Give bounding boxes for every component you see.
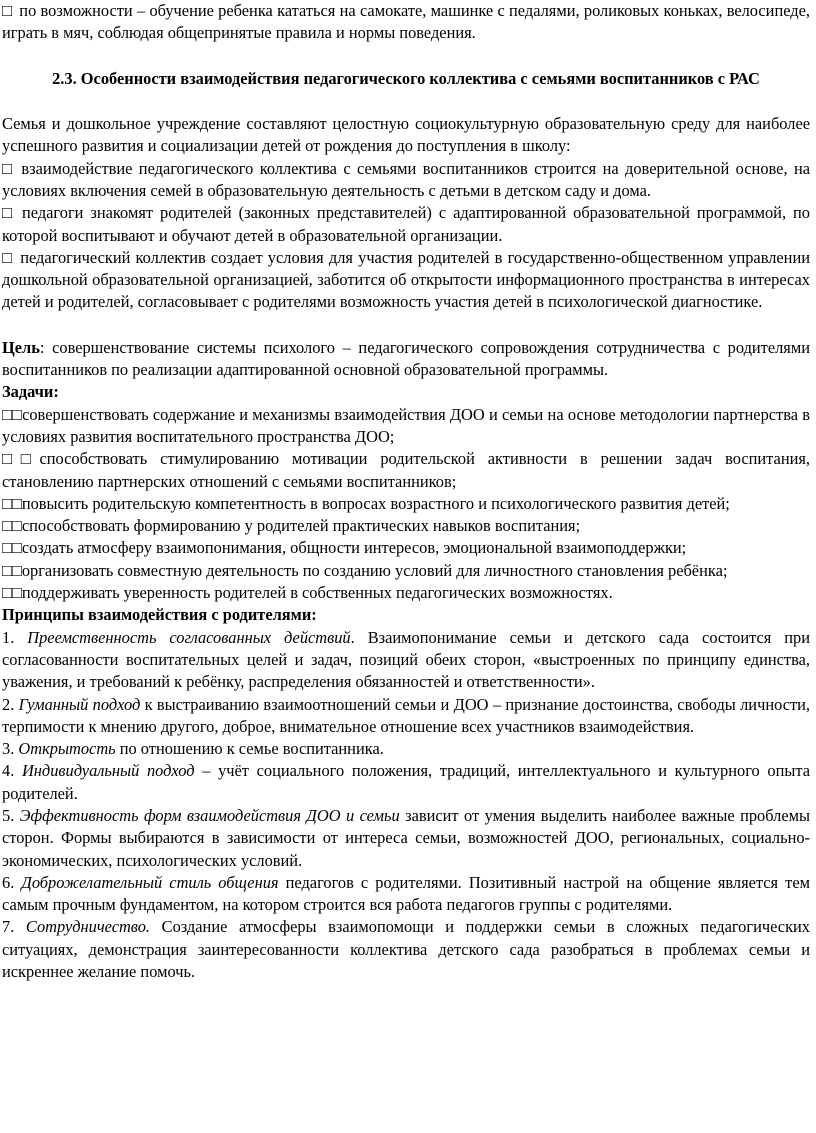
- intro-bullet: □ по возможности – обучение ребенка кататься на самокате, машинке с педалями, роликовых коньках, велосипеде, играть в мяч, соблюдая общепринятые правила и нормы поведения.: [2, 1, 810, 43]
- goal-label: Цель: [2, 337, 40, 357]
- task-item: □□организовать совместную деятельность по созданию условий для личностного становления ребёнка;: [2, 560, 728, 580]
- principle-item: 2. Гуманный подход к выстраиванию взаимоотношений семьи и ДОО – признание достоинства, свободы личности, терпимости к мнению другого, доброе, внимательное отношение всех участников взаимодействия.: [2, 694, 811, 736]
- principle-item: 5. Эффективность форм взаимодействия ДОО и семьи зависит от умения выделить наиболее важные проблемы сторон. Формы выбираются в зависимости от интереса семьи, возможностей ДОО, региональных, социально-экономических, психологических условий.: [2, 806, 811, 870]
- task-item: □□совершенствовать содержание и механизмы взаимодействия ДОО и семьи на основе методологии партнерства в условиях развития воспитательного пространства ДОО;: [2, 404, 810, 446]
- principle-term: Открытость: [18, 739, 116, 759]
- family-paragraph: Семья и дошкольное учреждение составляют целостную социокультурную образовательную среду для наиболее успешного развития и социализации детей от рождения до поступления в школу:: [2, 114, 810, 156]
- task-item: □□способствовать формированию у родителей практических навыков воспитания;: [2, 516, 581, 536]
- principle-item: 6. Доброжелательный стиль общения педагогов с родителями. Позитивный настрой на общение является тем самым прочным фундаментом, на котором строится вся работа педагогов группы с родителями.: [2, 872, 810, 915]
- bullet-icon: □: [2, 247, 12, 267]
- principle-item: 3. Открытость по отношению к семье воспитанника.: [2, 739, 384, 759]
- task-item: □□поддерживать уверенность родителей в собственных педагогических возможностях.: [2, 583, 613, 603]
- family-bullet: □ педагогический коллектив создает условия для участия родителей в государственно-общественном управлении дошкольной образовательной организацией, заботится об открытости информационного пространства в интересах детей и родителей, согласовывает с родителями возможность участия детей в психологической диагностике.: [2, 247, 810, 312]
- principle-term: Преемственность согласованных действий: [27, 627, 351, 647]
- principle-term: Эффективность форм взаимодействия ДОО и семьи: [19, 806, 400, 825]
- bullet-icon: □□: [2, 404, 23, 424]
- bullet-icon: □□: [2, 493, 22, 513]
- bullet-icon: □: [2, 158, 12, 178]
- principle-term: Гуманный подход: [18, 694, 141, 714]
- principle-item: 1. Преемственность согласованных действий. Взаимопонимание семьи и детского сада состоится при согласованности воспитательных целей и задач, позиций обеих сторон, «выстроенных по принципу единства, уважения, и требований к ребёнку, распределения обязанностей и ответственности».: [2, 627, 810, 692]
- bullet-icon: □□: [2, 449, 40, 469]
- principles-title: Принципы взаимодействия с родителями:: [2, 605, 317, 625]
- spacer: [2, 90, 810, 113]
- section-title: 2.3. Особенности взаимодействия педагогического коллектива с семьями воспитанников с РАС: [52, 68, 760, 88]
- family-bullet: □ педагоги знакомят родителей (законных представителей) с адаптированной образовательной программой, по которой воспитывают и обучают детей в образовательной организации.: [2, 203, 810, 245]
- principle-term: Индивидуальный подход: [21, 761, 195, 781]
- principle-item: 4. Индивидуальный подход – учёт социального положения, традиций, интеллектуального и культурного опыта родителей.: [2, 761, 810, 803]
- task-item: □□повысить родительскую компетентность в вопросах возрастного и психологического развития детей;: [2, 493, 730, 513]
- principle-term: Сотрудничество.: [25, 917, 151, 937]
- goal-text: : совершенствование системы психолого – педагогического сопровождения сотрудничества с родителями воспитанников по реализации адаптированной основной образовательной программы.: [2, 337, 810, 380]
- bullet-icon: □: [2, 1, 12, 20]
- task-item: □□способствовать стимулированию мотивации родительской активности в решении задач воспитания, становлению партнерских отношений с семьями воспитанников;: [2, 449, 810, 491]
- bullet-icon: □□: [2, 516, 22, 536]
- task-item: □□создать атмосферу взаимопонимания, общности интересов, эмоциональной взаимоподдержки;: [2, 538, 687, 558]
- spacer: [2, 314, 810, 337]
- bullet-icon: □□: [2, 583, 22, 603]
- spacer: [2, 45, 810, 68]
- principle-term: Доброжелательный стиль общения: [21, 872, 279, 892]
- goal-paragraph: [2, 337, 810, 382]
- family-bullet: □ взаимодействие педагогического коллектива с семьями воспитанников строится на доверительной основе, на условиях включения семей в образовательную деятельность с детьми в детском саду и дома.: [2, 158, 810, 200]
- principle-item: 7. Сотрудничество. Создание атмосферы взаимопомощи и поддержки семьи в сложных педагогических ситуациях, демонстрация заинтересованности коллектива детского сада разобраться в проблемах семьи и искреннее желание помочь.: [2, 917, 811, 982]
- bullet-icon: □□: [2, 560, 22, 580]
- bullet-icon: □: [2, 203, 12, 223]
- tasks-title: Задачи:: [2, 382, 59, 402]
- bullet-icon: □□: [2, 538, 22, 558]
